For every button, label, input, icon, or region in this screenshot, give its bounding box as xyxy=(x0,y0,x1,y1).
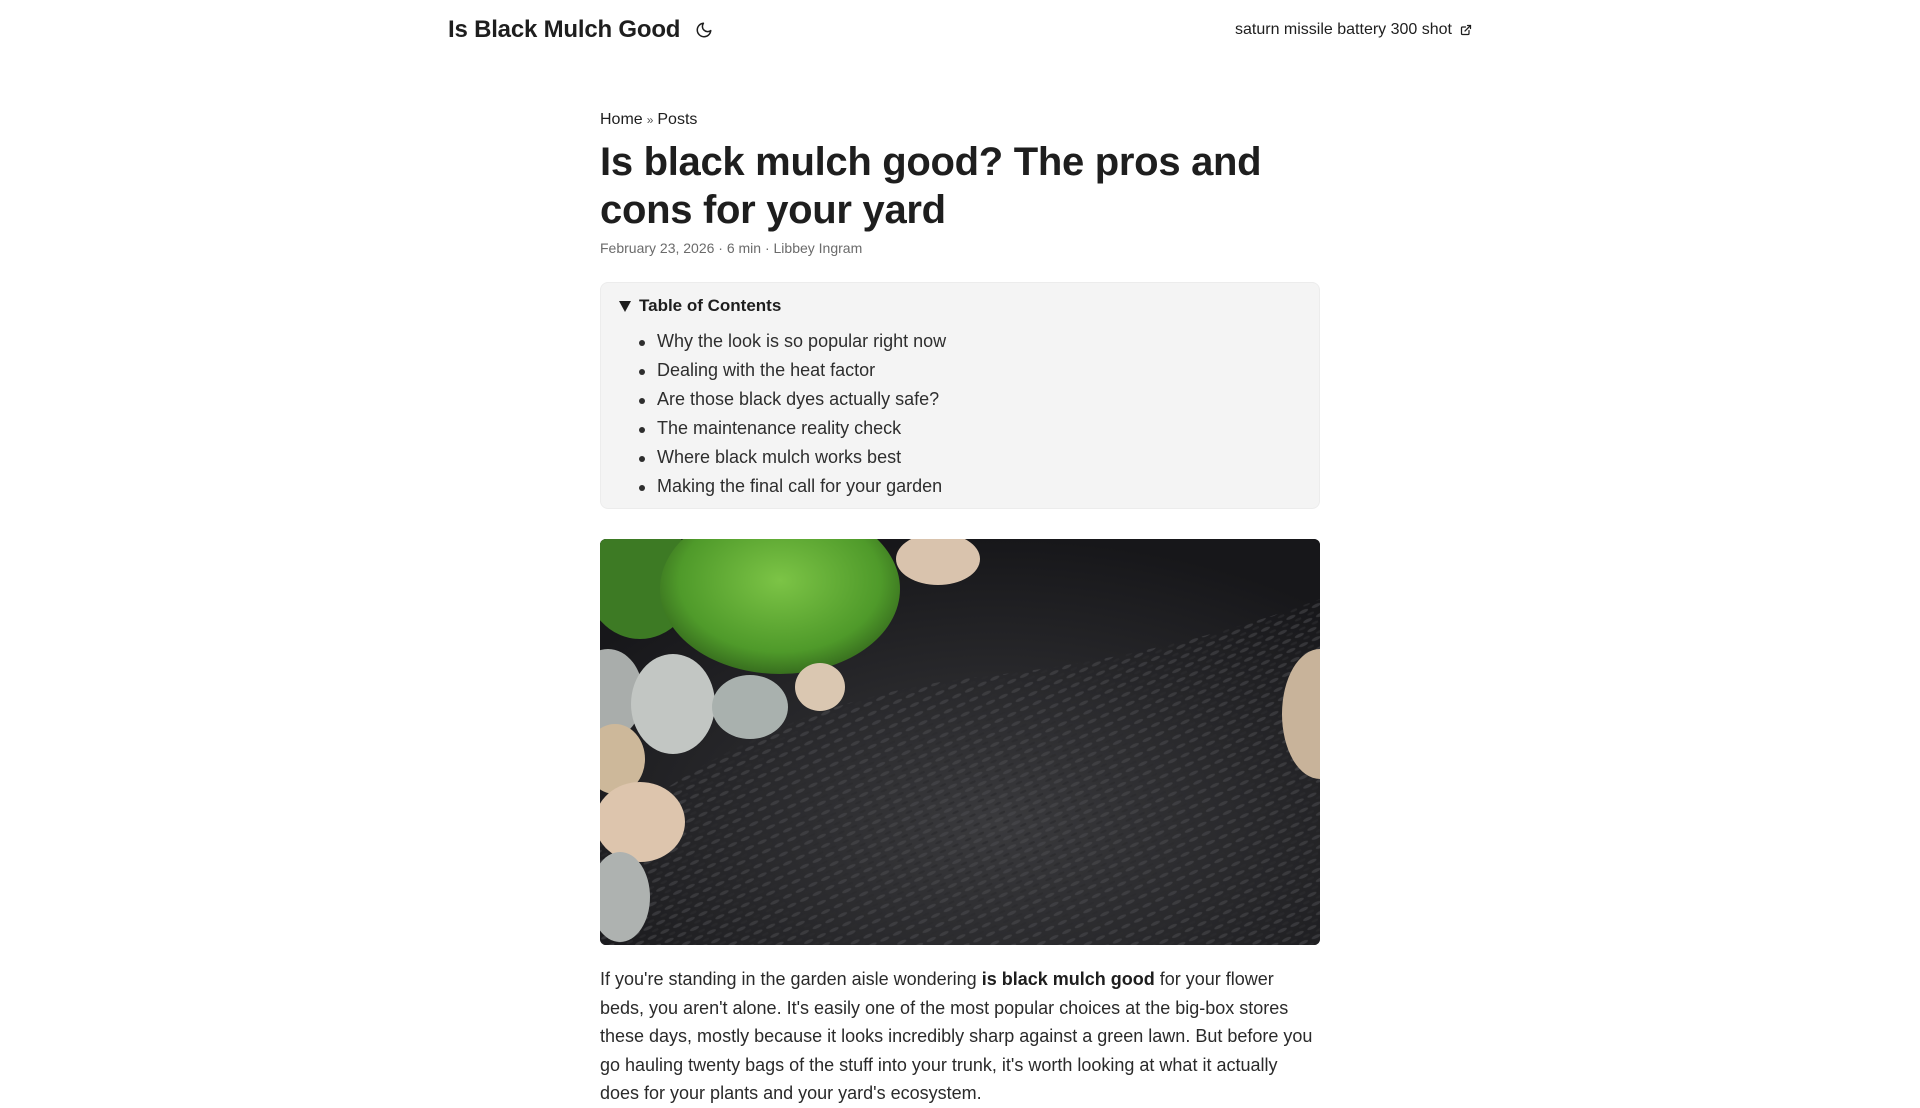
toc-item xyxy=(639,443,1301,472)
table-of-contents xyxy=(600,282,1320,509)
logo-switch xyxy=(448,16,716,44)
toc-toggle[interactable] xyxy=(619,293,1301,319)
intro-paragraph xyxy=(600,965,1320,1108)
intro-text-2: for your flower beds, you aren't alone. It's easily one of the most popular choices at the big-box stores these days, mostly because it looks incredibly sharp against a green lawn. But before you go hauling twenty bags of the stuff into your trunk, it's worth looking at what it actually does for your plants and your yard's ecosystem. xyxy=(600,969,1313,1104)
mulch-photo xyxy=(600,539,1320,945)
toc-item xyxy=(639,472,1301,501)
toc-item xyxy=(639,356,1301,385)
toc-item xyxy=(639,385,1301,414)
breadcrumb-posts[interactable]: Posts xyxy=(657,111,698,128)
breadcrumb-separator: » xyxy=(646,113,654,127)
toc-link[interactable]: The maintenance reality check xyxy=(657,418,902,438)
external-nav-link[interactable] xyxy=(1235,21,1472,39)
toc-link[interactable]: Why the look is so popular right now xyxy=(657,331,947,351)
toc-link[interactable]: Where black mulch works best xyxy=(657,447,902,467)
intro-bold-keyword: is black mulch good xyxy=(981,969,1155,989)
toc-list xyxy=(619,327,1301,501)
main-content xyxy=(600,108,1320,1108)
toc-link[interactable]: Making the final call for your garden xyxy=(657,476,943,496)
breadcrumb xyxy=(600,108,1320,132)
toc-link[interactable]: Are those black dyes actually safe? xyxy=(657,389,940,409)
toc-label: Table of Contents xyxy=(639,296,782,315)
site-title-link[interactable]: Is Black Mulch Good xyxy=(448,16,681,43)
breadcrumb-home[interactable]: Home xyxy=(600,111,643,128)
external-link-icon xyxy=(1460,24,1472,36)
nav-link-label: saturn missile battery 300 shot xyxy=(1235,21,1452,38)
intro-text-1: If you're standing in the garden aisle wondering xyxy=(600,969,982,989)
cover-image xyxy=(600,539,1320,945)
site-header xyxy=(448,0,1472,60)
triangle-down-icon xyxy=(619,301,631,312)
page-title: Is black mulch good? The pros and cons for your yard xyxy=(600,140,1262,232)
toc-item xyxy=(639,327,1301,356)
moon-icon xyxy=(695,21,713,39)
toc-link[interactable]: Dealing with the heat factor xyxy=(657,360,876,380)
post-meta: February 23, 2026 · 6 min · Libbey Ingram xyxy=(600,240,863,256)
theme-toggle-button[interactable] xyxy=(692,18,716,42)
toc-item xyxy=(639,414,1301,443)
